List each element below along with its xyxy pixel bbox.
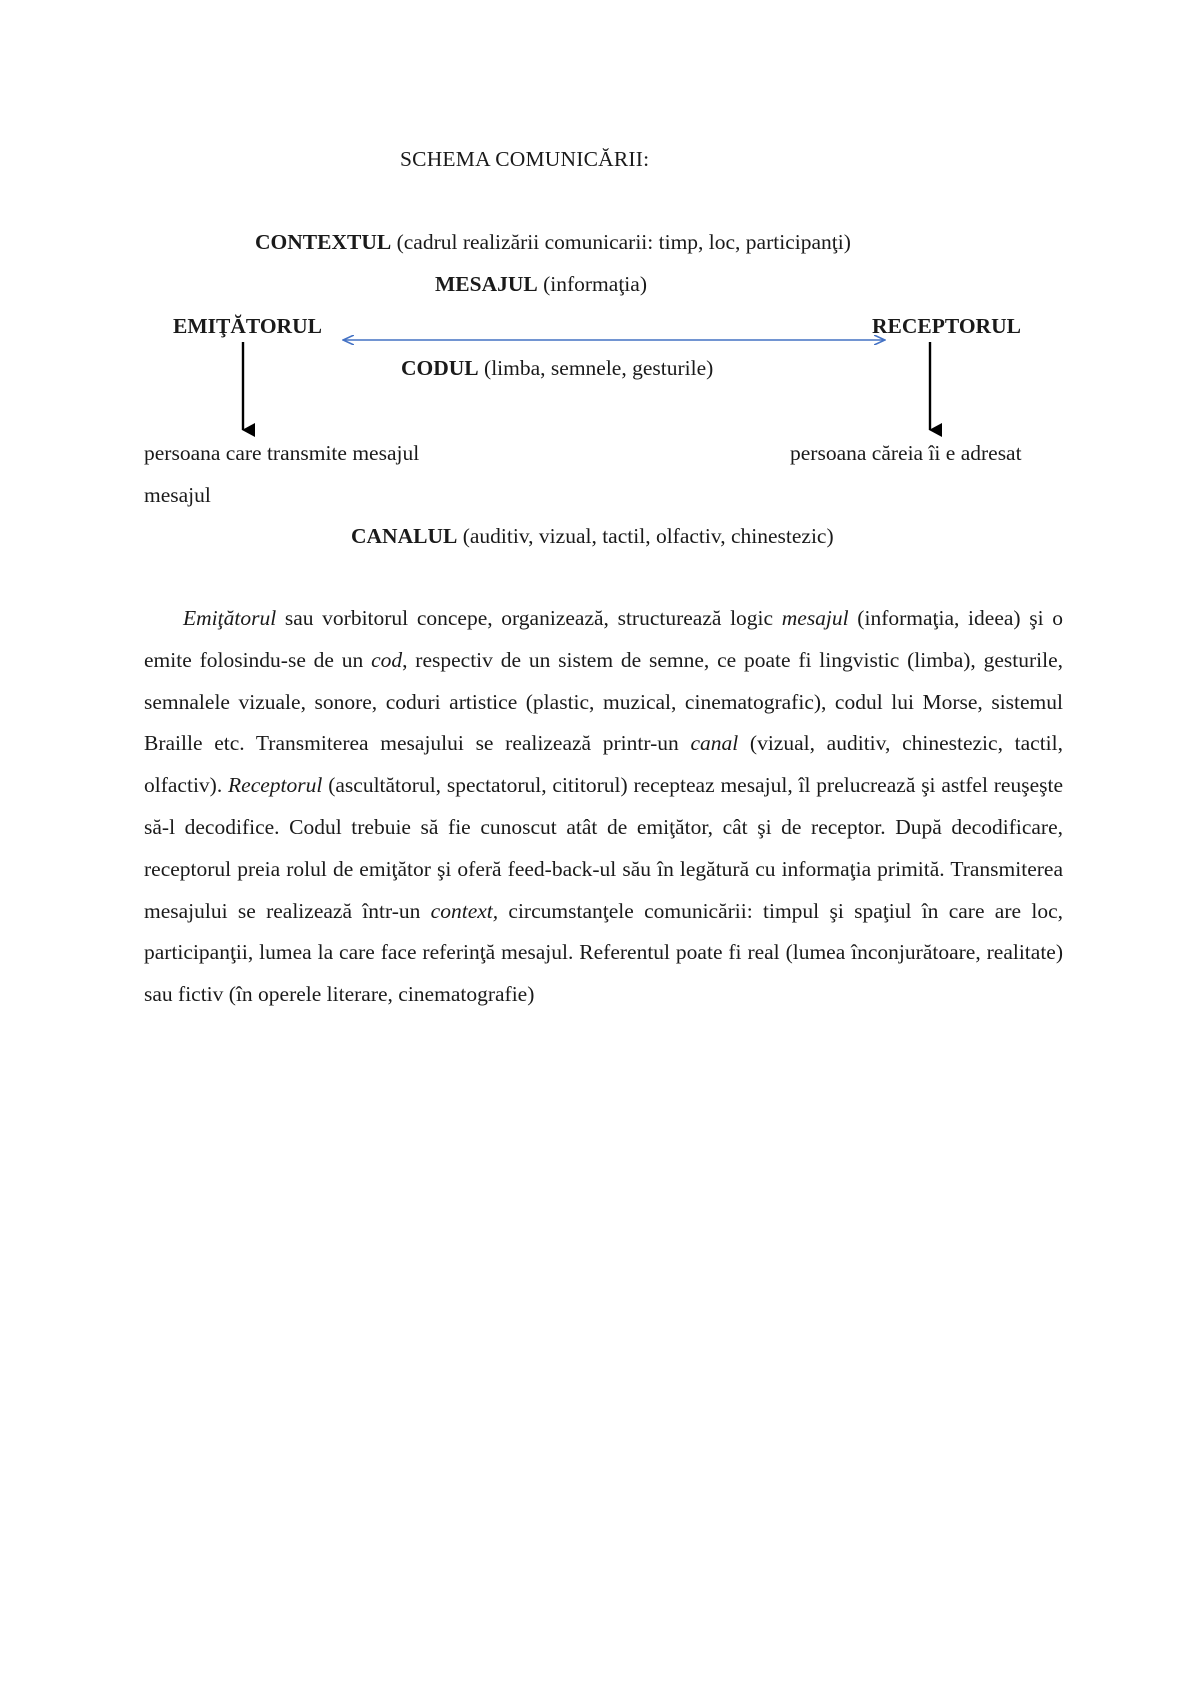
explanation-paragraph	[144, 598, 1063, 1016]
receiver-description-cont: mesajul	[144, 483, 211, 507]
text-run: (informaţia, ideea) şi o emite folosindu-se de un	[144, 606, 1063, 672]
channel-term: CANALUL	[351, 524, 458, 548]
text-run: (ascultătorul, spectatorul, cititorul) recepteaz mesajul, îl prelucrează şi astfel reuşeşte să-l decodifice. Codul trebuie să fie cunoscut atât de emiţător, cât şi de receptor. După decodificare, receptorul preia rolul de emiţător şi oferă feed-back-ul său în legătură cu informaţia primită. Transmiterea mesajului se realizează într-un	[144, 773, 1064, 923]
em-receiver: Receptorul	[228, 773, 323, 798]
code-term: CODUL	[401, 356, 479, 380]
page-title: SCHEMA COMUNICĂRII:	[400, 147, 650, 171]
message-note: (informaţia)	[537, 272, 647, 296]
em-sender: Emiţătorul	[183, 606, 277, 630]
sender-term: EMIŢĂTORUL	[173, 314, 322, 338]
sender-description: persoana care transmite mesajul	[144, 441, 420, 465]
receiver-description: persoana căreia îi e adresat	[790, 441, 1022, 465]
channel-row	[351, 526, 834, 548]
em-context: context,	[430, 898, 499, 923]
message-term: MESAJUL	[435, 272, 538, 296]
channel-note: (auditiv, vizual, tactil, olfactiv, chinestezic)	[457, 524, 834, 548]
em-code: cod	[371, 647, 403, 672]
text-run: , respectiv de un sistem de semne, ce poate fi lingvistic (limba), gesturile, semnalele vizuale, sonore, coduri artistice (plastic, muzical, cinematografic), codul lui Morse, sistemul Braille etc. Transmiterea mesajului se realizează printr-un	[144, 647, 1063, 756]
context-note: (cadrul realizării comunicarii: timp, loc, participanţi)	[391, 230, 851, 254]
text-run: sau vorbitorul concepe, organizează, structurează logic	[276, 606, 782, 630]
context-term: CONTEXTUL	[255, 230, 392, 254]
text-run: (vizual, auditiv, chinestezic, tactil, olfactiv).	[144, 731, 1063, 798]
receiver-term: RECEPTORUL	[872, 314, 1021, 338]
em-message: mesajul	[781, 606, 849, 630]
text-run: circumstanţele comunicării: timpul şi spaţiul în care are loc, participanţii, lumea la care face referinţă mesajul. Referentul poate fi real (lumea înconjurătoare, realitate) sau fictiv (în operele literare, cinematografie)	[144, 898, 1063, 1007]
em-channel: canal	[690, 731, 739, 756]
code-note: (limba, semnele, gesturile)	[478, 356, 714, 380]
